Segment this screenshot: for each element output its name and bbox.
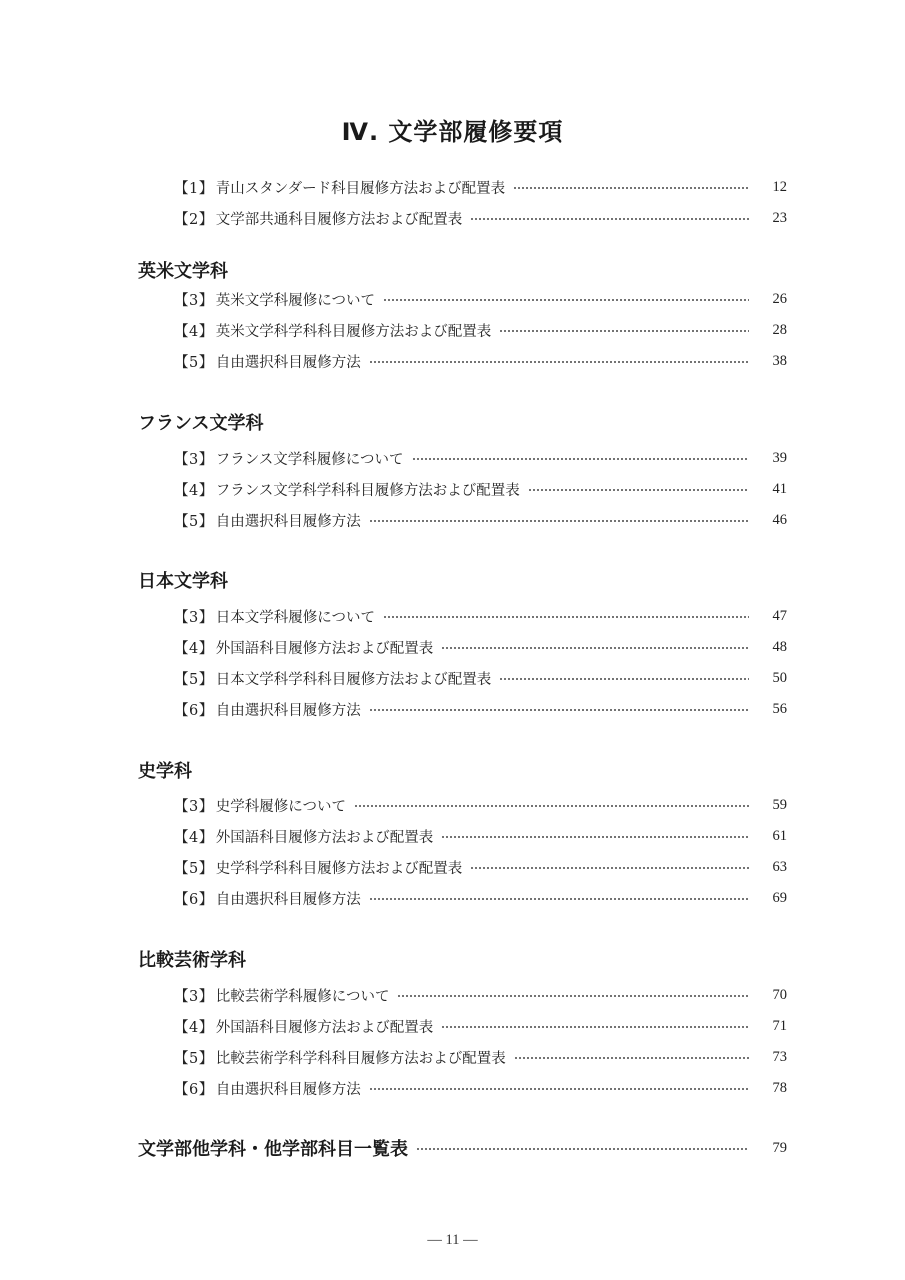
toc-entry-label: 文学部他学科・他学部科目一覧表: [138, 1139, 408, 1160]
toc-entry-page: 38: [772, 352, 787, 369]
toc-entry-page: 78: [772, 1079, 787, 1096]
toc-entry-label: 青山スタンダード科目履修方法および配置表: [215, 180, 506, 197]
toc-entry-label: フランス文学科学科科目履修方法および配置表: [215, 482, 520, 499]
toc-entry-number: 【5】: [174, 354, 214, 371]
dot-leader: [528, 489, 749, 491]
toc-entry-page: 71: [772, 1017, 787, 1034]
toc-entry-number: 【5】: [174, 860, 214, 877]
toc-entry-number: 【3】: [174, 609, 214, 626]
dot-leader: [383, 299, 749, 301]
toc-entry-label: 日本文学科学科科目履修方法および配置表: [215, 671, 492, 688]
toc-entry-page: 61: [772, 827, 787, 844]
dot-leader: [513, 187, 749, 189]
dot-leader: [369, 709, 749, 711]
toc-entry-page: 41: [772, 480, 787, 497]
toc-entry-page: 28: [772, 321, 787, 338]
toc-entry[interactable]: [174, 1077, 787, 1099]
toc-entry-label: 比較芸術学科履修について: [215, 988, 390, 1005]
toc-entry-number: 【4】: [174, 1019, 214, 1036]
toc-entry[interactable]: [174, 825, 787, 847]
toc-entry-number: 【1】: [174, 180, 214, 197]
toc-entry[interactable]: [174, 509, 787, 531]
toc-entry[interactable]: [174, 447, 787, 469]
toc-entry-number: 【3】: [174, 292, 214, 309]
dot-leader: [470, 218, 749, 220]
dot-leader: [499, 330, 749, 332]
toc-entry-page: 12: [772, 178, 787, 195]
toc-entry-label: フランス文学科履修について: [215, 451, 404, 468]
toc-entry[interactable]: [174, 667, 787, 689]
toc-entry-label: 外国語科目履修方法および配置表: [215, 640, 434, 657]
toc-entry-page: 63: [772, 858, 787, 875]
toc-entry[interactable]: [174, 1015, 787, 1037]
toc-entry-label: 英米文学科履修について: [215, 292, 375, 309]
toc-entry-page: 26: [772, 290, 787, 307]
toc-entry-label: 自由選択科目履修方法: [215, 354, 361, 371]
toc-entry-page: 59: [772, 796, 787, 813]
toc-entry-label: 外国語科目履修方法および配置表: [215, 829, 434, 846]
dot-leader: [354, 805, 749, 807]
dot-leader: [412, 458, 749, 460]
dot-leader: [499, 678, 749, 680]
toc-entry[interactable]: [174, 478, 787, 500]
toc-entry-page: 23: [772, 209, 787, 226]
toc-entry[interactable]: [174, 698, 787, 720]
toc-entry-label: 比較芸術学科学科科目履修方法および配置表: [215, 1050, 506, 1067]
dot-leader: [369, 898, 749, 900]
toc-entry-number: 【6】: [174, 702, 214, 719]
page-title: Ⅳ. 文学部履修要項: [341, 118, 564, 146]
toc-entry-label: 日本文学科履修について: [215, 609, 375, 626]
dot-leader: [369, 361, 749, 363]
toc-entry-number: 【3】: [174, 988, 214, 1005]
toc-entry[interactable]: [174, 636, 787, 658]
dot-leader: [441, 836, 749, 838]
toc-entry-page: 50: [772, 669, 787, 686]
toc-entry-page: 73: [772, 1048, 787, 1065]
dot-leader: [441, 647, 749, 649]
toc-entry-page: 39: [772, 449, 787, 466]
dot-leader: [470, 867, 749, 869]
section-heading: 比較芸術学科: [138, 950, 246, 971]
toc-entry-label: 史学科履修について: [215, 798, 346, 815]
toc-entry-number: 【4】: [174, 323, 214, 340]
toc-entry-page: 48: [772, 638, 787, 655]
toc-entry-number: 【2】: [174, 211, 214, 228]
toc-entry-page: 69: [772, 889, 787, 906]
toc-entry-page: 46: [772, 511, 787, 528]
toc-entry-number: 【6】: [174, 891, 214, 908]
dot-leader: [416, 1148, 749, 1150]
dot-leader: [369, 1088, 749, 1090]
toc-entry-final[interactable]: [138, 1135, 787, 1161]
section-heading: 史学科: [138, 761, 192, 782]
toc-entry[interactable]: [174, 984, 787, 1006]
toc-entry-label: 自由選択科目履修方法: [215, 891, 361, 908]
dot-leader: [369, 520, 749, 522]
toc-entry[interactable]: [174, 319, 787, 341]
toc-entry-number: 【5】: [174, 671, 214, 688]
toc-entry-label: 自由選択科目履修方法: [215, 513, 361, 530]
toc-entry-number: 【5】: [174, 513, 214, 530]
toc-entry-page: 56: [772, 700, 787, 717]
dot-leader: [514, 1057, 749, 1059]
dot-leader: [383, 616, 749, 618]
dot-leader: [441, 1026, 749, 1028]
toc-entry-label: 自由選択科目履修方法: [215, 1081, 361, 1098]
toc-entry[interactable]: [174, 856, 787, 878]
toc-entry-label: 外国語科目履修方法および配置表: [215, 1019, 434, 1036]
toc-entry-page: 79: [772, 1139, 787, 1156]
toc-entry[interactable]: [174, 794, 787, 816]
toc-entry[interactable]: [174, 288, 787, 310]
toc-entry-number: 【4】: [174, 829, 214, 846]
dot-leader: [397, 995, 749, 997]
toc-entry[interactable]: [174, 1046, 787, 1068]
toc-entry-number: 【4】: [174, 482, 214, 499]
toc-entry-number: 【4】: [174, 640, 214, 657]
toc-entry-label: 英米文学科学科科目履修方法および配置表: [215, 323, 492, 340]
section-heading: 英米文学科: [138, 261, 228, 282]
section-heading: フランス文学科: [138, 413, 264, 434]
toc-entry[interactable]: [174, 350, 787, 372]
toc-entry[interactable]: [174, 176, 787, 198]
toc-entry[interactable]: [174, 605, 787, 627]
toc-entry-page: 47: [772, 607, 787, 624]
toc-entry[interactable]: [174, 207, 787, 229]
toc-entry-number: 【6】: [174, 1081, 214, 1098]
toc-entry-page: 70: [772, 986, 787, 1003]
toc-entry[interactable]: [174, 887, 787, 909]
page-number: ― 11 ―: [427, 1232, 478, 1248]
toc-entry-label: 史学科学科科目履修方法および配置表: [215, 860, 463, 877]
toc-entry-label: 文学部共通科目履修方法および配置表: [215, 211, 463, 228]
toc-entry-number: 【5】: [174, 1050, 214, 1067]
section-heading: 日本文学科: [138, 571, 228, 592]
toc-entry-number: 【3】: [174, 451, 214, 468]
toc-entry-label: 自由選択科目履修方法: [215, 702, 361, 719]
toc-entry-number: 【3】: [174, 798, 214, 815]
